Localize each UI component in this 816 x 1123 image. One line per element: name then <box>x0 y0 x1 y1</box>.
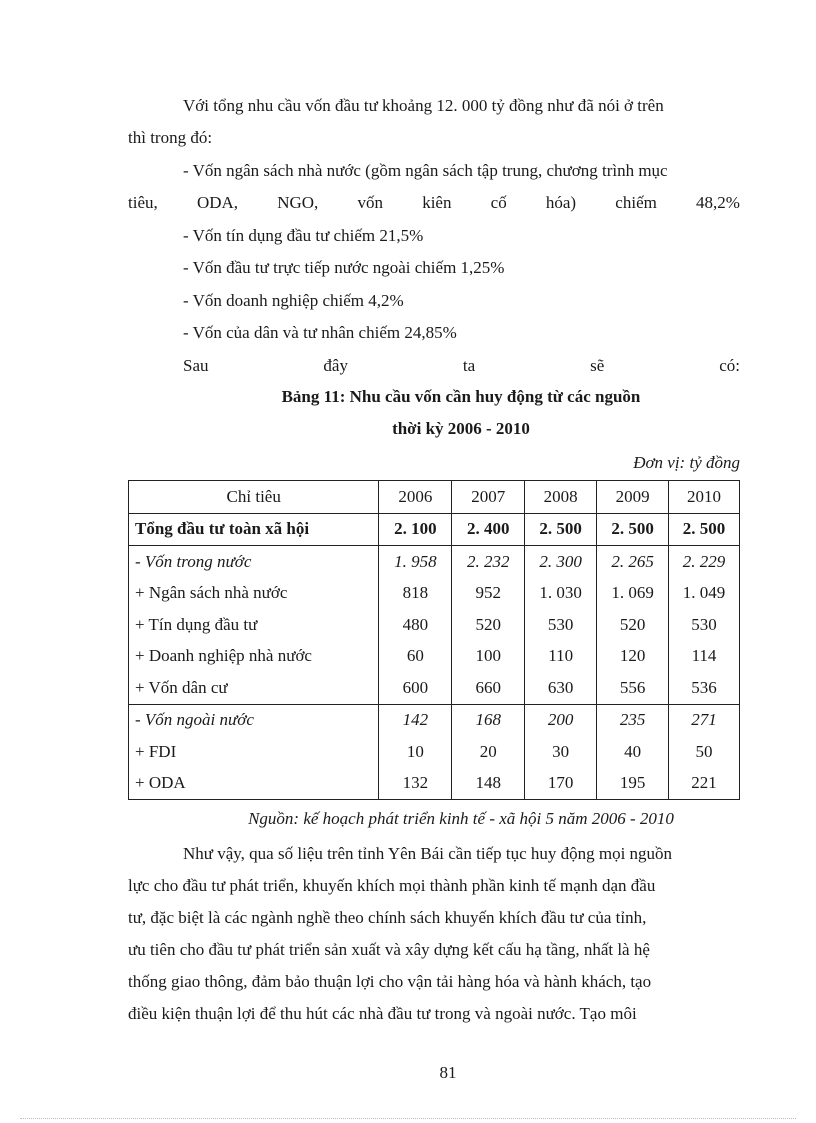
cell-value: 40 <box>597 736 669 768</box>
cell-value: 1. 030 <box>525 578 597 610</box>
row-label: + ODA <box>129 768 379 800</box>
table-unit: Đơn vị: tỷ đồng <box>633 453 740 472</box>
cell-value: 170 <box>525 768 597 800</box>
word: hóa) <box>545 193 577 212</box>
cell-value: 100 <box>452 641 525 673</box>
cell-value: 142 <box>379 704 452 736</box>
cell-value: 132 <box>379 768 452 800</box>
word: NGO, <box>277 193 319 212</box>
table-title-line-2: thời kỳ 2006 - 2010 <box>392 419 530 438</box>
cell-value: 110 <box>525 641 597 673</box>
word: cố <box>490 193 507 212</box>
page-bottom-divider <box>20 1118 796 1119</box>
word: ta <box>462 356 476 375</box>
cell-value: 120 <box>597 641 669 673</box>
conclusion-line-4: ưu tiên cho đầu tư phát triển sản xuất và xây dựng kết cấu hạ tầng, nhất là hệ <box>128 940 650 959</box>
word: có: <box>719 356 740 375</box>
cell-value: 660 <box>452 672 525 704</box>
cell-value: 235 <box>597 704 669 736</box>
word: 48,2% <box>696 193 740 212</box>
header-year: 2010 <box>669 481 740 514</box>
cell-value: 221 <box>669 768 740 800</box>
cell-value: 20 <box>452 736 525 768</box>
table-header-row <box>129 481 740 514</box>
conclusion-line-2: lực cho đầu tư phát triển, khuyến khích mọi thành phần kinh tế mạnh dạn đầu <box>128 876 656 895</box>
cell-value: 2. 300 <box>525 546 597 578</box>
cell-value: 1. 049 <box>669 578 740 610</box>
cell-value: 530 <box>525 609 597 641</box>
header-year: 2009 <box>597 481 669 514</box>
row-label: + FDI <box>129 736 379 768</box>
word: vốn <box>357 193 383 212</box>
conclusion-line-6: điều kiện thuận lợi để thu hút các nhà đầu tư trong và ngoài nước. Tạo môi <box>128 1004 637 1023</box>
cell-value: 952 <box>452 578 525 610</box>
cell-value: 1. 958 <box>379 546 452 578</box>
header-year: 2006 <box>379 481 452 514</box>
cell-value: 2. 265 <box>597 546 669 578</box>
word: tiêu, <box>128 193 158 212</box>
cell-value: 530 <box>669 609 740 641</box>
cell-value: 60 <box>379 641 452 673</box>
cell-value: 2. 232 <box>452 546 525 578</box>
header-year: 2008 <box>525 481 597 514</box>
table-row <box>129 546 740 578</box>
cell-value: 818 <box>379 578 452 610</box>
table-row <box>129 736 740 768</box>
table-row <box>129 641 740 673</box>
word: Sau <box>183 356 209 375</box>
bullet-fdi: - Vốn đầu tư trực tiếp nước ngoài chiếm 1,25% <box>183 258 505 277</box>
table-title-line-1: Bảng 11: Nhu cầu vốn cần huy động từ các nguồn <box>281 387 641 406</box>
row-label: + Tín dụng đầu tư <box>129 609 379 641</box>
bullet-enterprise: - Vốn doanh nghiệp chiếm 4,2% <box>183 291 404 310</box>
cell-value: 114 <box>669 641 740 673</box>
cell-value: 480 <box>379 609 452 641</box>
bullet-state-budget-a: - Vốn ngân sách nhà nước (gồm ngân sách tập trung, chương trình mục <box>183 161 668 180</box>
cell-value: 271 <box>669 704 740 736</box>
word: sẽ <box>590 356 605 375</box>
cell-value: 2. 500 <box>597 513 669 546</box>
table-row <box>129 578 740 610</box>
table-row <box>129 704 740 736</box>
word: đây <box>323 356 348 375</box>
header-indicator: Chỉ tiêu <box>129 481 379 514</box>
cell-value: 2. 100 <box>379 513 452 546</box>
cell-value: 148 <box>452 768 525 800</box>
page-number: 81 <box>439 1063 457 1082</box>
cell-value: 556 <box>597 672 669 704</box>
cell-value: 50 <box>669 736 740 768</box>
bullet-private: - Vốn của dân và tư nhân chiếm 24,85% <box>183 323 457 342</box>
table-row <box>129 768 740 800</box>
row-label: Tổng đầu tư toàn xã hội <box>129 513 379 546</box>
cell-value: 2. 229 <box>669 546 740 578</box>
conclusion-line-3: tư, đặc biệt là các ngành nghề theo chính sách khuyến khích đầu tư của tỉnh, <box>128 908 647 927</box>
cell-value: 520 <box>597 609 669 641</box>
row-label: + Ngân sách nhà nước <box>129 578 379 610</box>
word: ODA, <box>196 193 239 212</box>
table-row <box>129 672 740 704</box>
bullet-credit: - Vốn tín dụng đầu tư chiếm 21,5% <box>183 226 424 245</box>
funding-table <box>128 480 740 800</box>
intro-line-1: Với tổng nhu cầu vốn đầu tư khoảng 12. 000 tỷ đồng như đã nói ở trên <box>183 96 664 115</box>
table-source: Nguồn: kế hoạch phát triển kinh tế - xã hội 5 năm 2006 - 2010 <box>248 809 674 828</box>
cell-value: 200 <box>525 704 597 736</box>
intro-line-2: thì trong đó: <box>128 128 213 147</box>
cell-value: 168 <box>452 704 525 736</box>
cell-value: 2. 500 <box>525 513 597 546</box>
cell-value: 630 <box>525 672 597 704</box>
word: chiếm <box>615 193 657 212</box>
row-label: - Vốn ngoài nước <box>129 704 379 736</box>
cell-value: 1. 069 <box>597 578 669 610</box>
cell-value: 195 <box>597 768 669 800</box>
header-year: 2007 <box>452 481 525 514</box>
cell-value: 600 <box>379 672 452 704</box>
table-row <box>129 513 740 546</box>
cell-value: 10 <box>379 736 452 768</box>
table-row <box>129 609 740 641</box>
conclusion-line-5: thống giao thông, đảm bảo thuận lợi cho vận tải hàng hóa và hành khách, tạo <box>128 972 652 991</box>
cell-value: 2. 500 <box>669 513 740 546</box>
cell-value: 536 <box>669 672 740 704</box>
word: kiên <box>422 193 452 212</box>
cell-value: 520 <box>452 609 525 641</box>
cell-value: 30 <box>525 736 597 768</box>
row-label: + Vốn dân cư <box>129 672 379 704</box>
cell-value: 2. 400 <box>452 513 525 546</box>
transition-line <box>183 355 740 377</box>
conclusion-line-1: Như vậy, qua số liệu trên tỉnh Yên Bái cần tiếp tục huy động mọi nguồn <box>183 844 673 863</box>
bullet-state-budget-b <box>128 192 740 214</box>
row-label: + Doanh nghiệp nhà nước <box>129 641 379 673</box>
row-label: - Vốn trong nước <box>129 546 379 578</box>
